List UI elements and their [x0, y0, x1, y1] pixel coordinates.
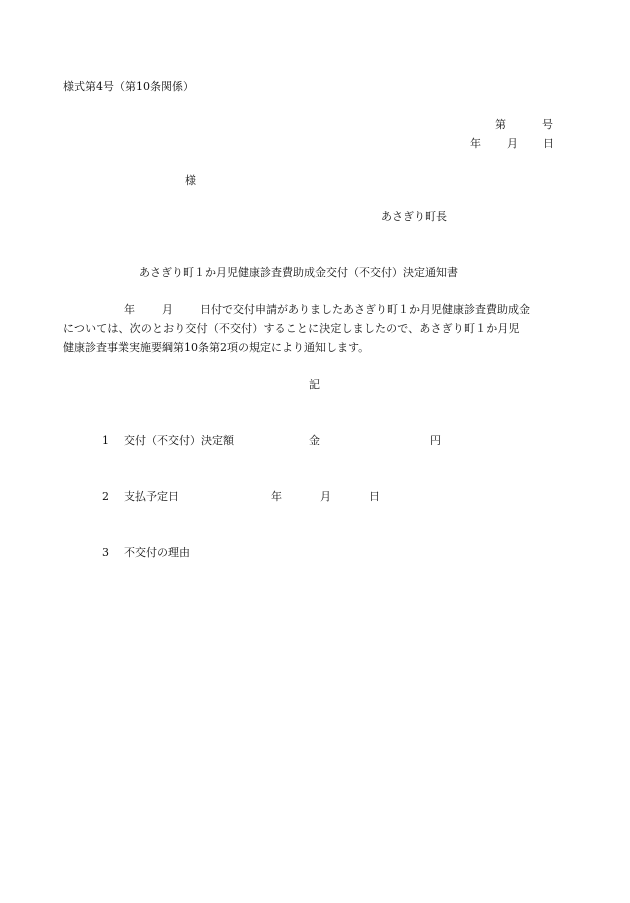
body-line-2: については、次のとおり交付（不交付）することに決定しましたので、あさぎり町１か月児	[63, 322, 520, 335]
body-line-1-rest: 日付で交付申請がありましたあさぎり町１か月児健康診査費助成金	[200, 303, 530, 316]
document-title: あさぎり町１か月児健康診査費助成金交付（不交付）決定通知書	[139, 266, 458, 279]
item-2-number: 2	[102, 490, 109, 503]
body-month: 月	[162, 303, 173, 316]
item-2-label: 支払予定日	[124, 490, 179, 503]
form-number: 様式第4号（第10条関係）	[63, 80, 194, 93]
body-year: 年	[124, 303, 135, 316]
date-day: 日	[543, 137, 554, 150]
item-1-kin: 金	[309, 434, 320, 447]
addressee-suffix: 様	[185, 174, 196, 187]
item-3-label: 不交付の理由	[124, 546, 190, 559]
date-year: 年	[470, 137, 481, 150]
item-2-day: 日	[369, 490, 380, 503]
item-1-yen: 円	[430, 434, 441, 447]
item-3-number: 3	[102, 546, 109, 559]
item-2-year: 年	[271, 490, 282, 503]
item-1-number: 1	[102, 434, 109, 447]
ki-heading: 記	[309, 378, 320, 391]
doc-number-dai: 第	[495, 118, 506, 131]
doc-number-go: 号	[542, 118, 553, 131]
body-line-3: 健康診査事業実施要綱第10条第2項の規定により通知します。	[63, 341, 370, 354]
item-1-label: 交付（不交付）決定額	[124, 434, 234, 447]
date-month: 月	[507, 137, 518, 150]
sender: あさぎり町長	[381, 210, 447, 223]
item-2-month: 月	[320, 490, 331, 503]
